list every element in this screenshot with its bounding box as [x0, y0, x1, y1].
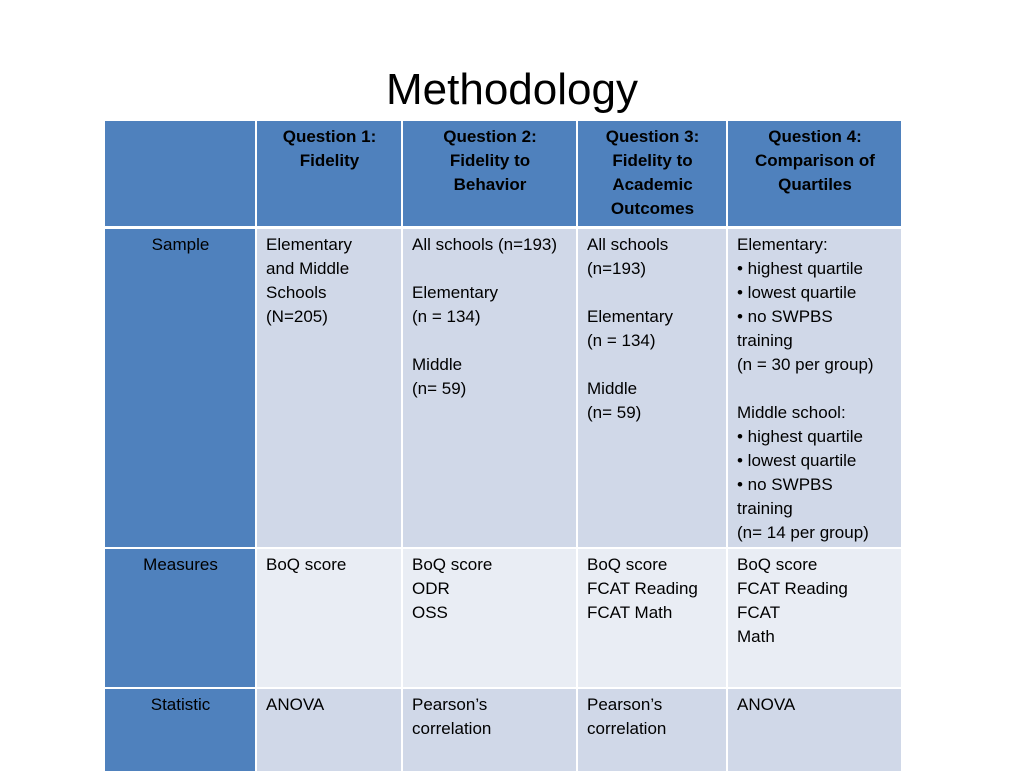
table-cell	[727, 688, 902, 772]
table-cell	[727, 548, 902, 688]
cell-line: Elementary:	[737, 235, 828, 254]
blank-line	[587, 281, 718, 305]
cell-line: BoQ score	[737, 555, 818, 574]
cell-line: All schools (n=193)	[412, 235, 558, 254]
table-cell	[256, 228, 402, 549]
cell-line: BoQ score	[412, 555, 493, 574]
blank-line	[737, 377, 893, 401]
cell-line: FCAT Math	[587, 603, 673, 622]
blank-line	[412, 257, 568, 281]
cell-line: Middle	[412, 355, 463, 374]
header-question-2: Question 2: Fidelity to Behavior	[402, 120, 577, 228]
header-question-4: Question 4: Comparison of Quartiles	[727, 120, 902, 228]
row-label: Sample	[104, 228, 256, 549]
cell-line: • lowest quartile	[737, 283, 857, 302]
cell-line: FCAT Reading FCAT	[737, 579, 853, 622]
methodology-table	[103, 119, 903, 773]
table-cell	[402, 548, 577, 688]
cell-line: • highest quartile	[737, 259, 863, 278]
cell-line: Middle	[587, 379, 638, 398]
cell-line: ANOVA	[266, 695, 325, 714]
cell-line: Schools	[266, 283, 327, 302]
cell-line: (n=193)	[587, 259, 647, 278]
cell-line: Pearson’s	[412, 695, 488, 714]
header-question-1: Question 1: Fidelity	[256, 120, 402, 228]
cell-line: training	[737, 331, 793, 350]
table-row	[104, 228, 902, 549]
header-corner	[104, 120, 256, 228]
cell-line: and Middle	[266, 259, 350, 278]
cell-line: (n = 134)	[587, 331, 656, 350]
cell-line: All schools	[587, 235, 669, 254]
row-label: Statistic	[104, 688, 256, 772]
cell-line: • lowest quartile	[737, 451, 857, 470]
table-cell	[577, 688, 727, 772]
cell-line: BoQ score	[266, 555, 347, 574]
cell-line: correlation	[587, 719, 667, 738]
cell-line: Pearson’s	[587, 695, 663, 714]
blank-line	[412, 329, 568, 353]
header-question-3: Question 3: Fidelity to Academic Outcomes	[577, 120, 727, 228]
cell-line: • no SWPBS	[737, 307, 833, 326]
cell-line: (n= 59)	[587, 403, 642, 422]
table-row	[104, 688, 902, 772]
cell-line: ODR	[412, 579, 450, 598]
table-cell	[402, 228, 577, 549]
table-cell	[727, 228, 902, 549]
cell-line: (n= 59)	[412, 379, 467, 398]
header-row	[104, 120, 902, 228]
cell-line: (n = 30 per group)	[737, 355, 874, 374]
table-cell	[256, 688, 402, 772]
cell-line: ANOVA	[737, 695, 796, 714]
cell-line: BoQ score	[587, 555, 668, 574]
cell-line: Elementary	[587, 307, 673, 326]
cell-line: Elementary	[412, 283, 498, 302]
row-label: Measures	[104, 548, 256, 688]
cell-line: • no SWPBS	[737, 475, 833, 494]
cell-line: Middle school:	[737, 403, 846, 422]
table-cell	[577, 548, 727, 688]
blank-line	[587, 353, 718, 377]
cell-line: (n= 14 per group)	[737, 523, 869, 542]
cell-line: Math	[737, 627, 775, 646]
cell-line: FCAT Reading	[587, 579, 698, 598]
cell-line: (n = 134)	[412, 307, 481, 326]
table-cell	[256, 548, 402, 688]
cell-line: training	[737, 499, 793, 518]
slide-title: Methodology	[386, 65, 638, 114]
cell-line: Elementary	[266, 235, 352, 254]
table-cell	[402, 688, 577, 772]
table-row	[104, 548, 902, 688]
cell-line: • highest quartile	[737, 427, 863, 446]
cell-line: (N=205)	[266, 307, 328, 326]
table-cell	[577, 228, 727, 549]
cell-line: correlation	[412, 719, 492, 738]
cell-line: OSS	[412, 603, 448, 622]
